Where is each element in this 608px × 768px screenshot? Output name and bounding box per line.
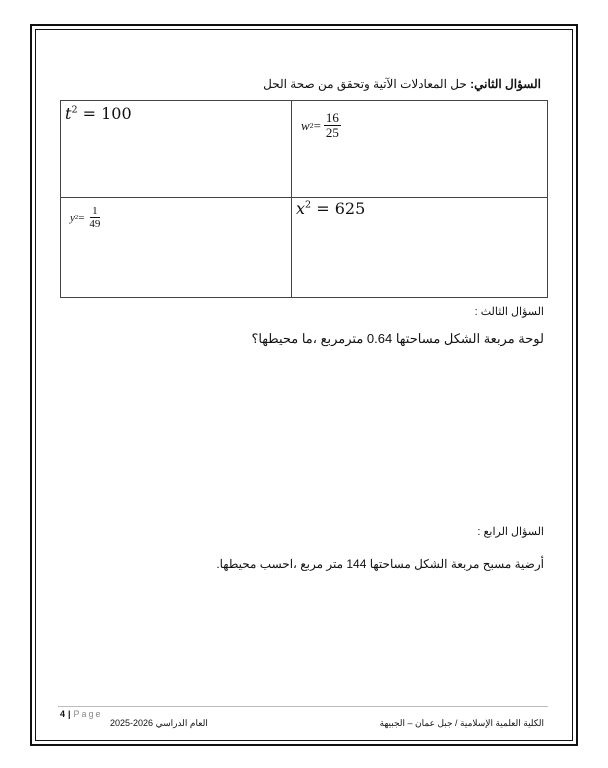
equation-w: w 2 = $\frac{16}{25}$ [301,110,339,141]
equation-cell-t [61,101,292,198]
question-2-label: السؤال الثاني: [470,77,541,91]
equation-cell-y [61,198,292,298]
page-number: 4 | Page [60,709,103,719]
footer-divider [58,706,548,707]
question-4-text: أرضية مسبح مربعة الشكل مساحتها 144 متر مربع ،احسب محيطها. [216,557,544,571]
fraction-1-49: $\frac{1}{49}$ [89,205,101,231]
equation-y: y 2 = $\frac{1}{49}$ [70,205,101,231]
college-name: الكلية العلمية الإسلامية / جبل عمان – الجبيهة [379,718,544,728]
academic-year: العام الدراسي 2026-2025 [110,718,208,728]
question-4-heading: السؤال الرابع : [477,526,544,538]
equation-cell-x [292,198,548,298]
fraction-16-25: $\frac{16}{25}$ [325,110,339,141]
equation-cell-w [292,101,548,198]
equation-x: $x^2 = 625$ [296,199,366,218]
question-2-text: حل المعادلات الآتية وتحقق من صحة الحل [263,77,471,91]
question-2-line [263,77,541,91]
equation-t: $t^2 = 100$ [65,104,132,123]
question-3-heading: السؤال الثالث : [474,306,544,318]
equations-table [60,100,548,298]
question-3-text: لوحة مربعة الشكل مساحتها 0.64 مترمربع ،ما محيطها؟ [251,331,544,346]
